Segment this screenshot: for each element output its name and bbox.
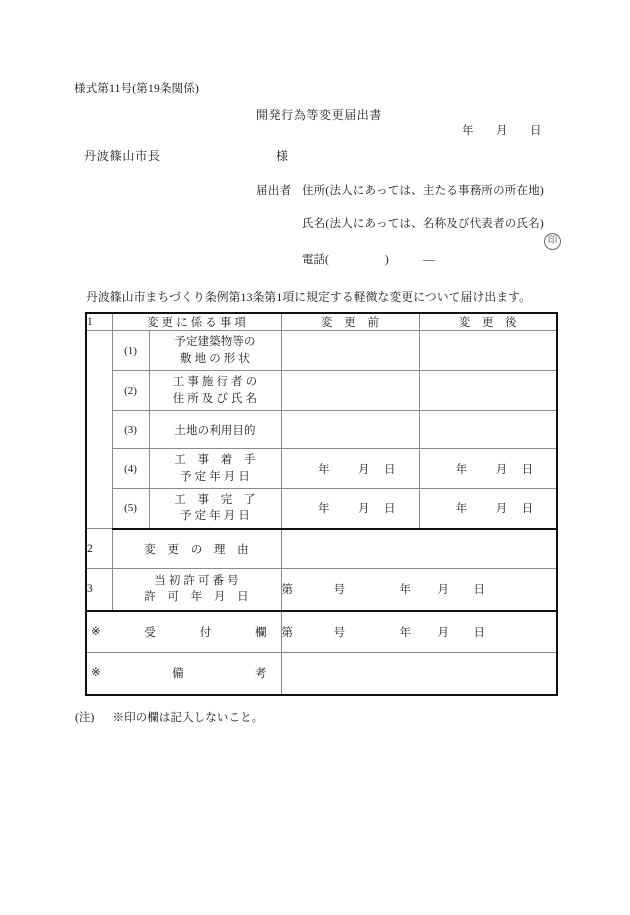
- sub-row-label-2-line2: 住 所 及 び 氏 名: [172, 392, 258, 405]
- telephone-paren-close: ): [384, 254, 389, 266]
- sub-row-number-3: (3): [112, 411, 149, 449]
- submitter-name-line: 氏名(法人にあっては、名称及び代表者の氏名): [302, 218, 544, 230]
- table-row-permit: [86, 569, 557, 611]
- table-row-receipt: [86, 611, 557, 653]
- table-row: [86, 371, 557, 411]
- sub-row-label-1-line2: 敷 地 の 形 状: [180, 352, 250, 365]
- sub-row-2-after-value[interactable]: [419, 371, 557, 411]
- submitter-address-line: 住所(法人にあっては、主たる事務所の所在地): [302, 185, 544, 197]
- sub-row-1-after-value[interactable]: [419, 331, 557, 371]
- remarks-label-b: 考: [254, 668, 267, 681]
- sub-row-5-after-date[interactable]: [419, 489, 557, 529]
- section-number-1: 1: [86, 313, 112, 331]
- document-title: 開発行為等変更届出書: [256, 108, 383, 122]
- remarks-label-a: 備: [172, 668, 184, 681]
- submitter-label: 届出者: [256, 185, 292, 197]
- header-date-line: [462, 122, 542, 138]
- table-row: [86, 411, 557, 449]
- sub-row-4-after-month: 月: [495, 463, 508, 476]
- remarks-mark-icon: ※: [91, 667, 101, 680]
- section-number-2: 2: [86, 529, 112, 569]
- row-receipt-no-suffix: 号: [333, 626, 346, 639]
- table-row: [86, 449, 557, 489]
- sub-row-number-2: (2): [112, 371, 149, 411]
- sub-row-label-3: 土地の利用目的: [149, 411, 281, 449]
- row-permit-month: 月: [437, 584, 450, 597]
- sub-row-label-2-line1: 工 事 施 行 者 の: [172, 375, 258, 388]
- sub-row-number-5: (5): [112, 489, 149, 529]
- row-reason-label: 変 更 の 理 由: [112, 529, 281, 569]
- header-date-month: 月: [496, 125, 508, 137]
- sub-row-4-after-date[interactable]: [419, 449, 557, 489]
- sub-row-label-4-line1: 工 事 着 手: [174, 453, 256, 466]
- row-receipt-label: [86, 611, 281, 653]
- sub-row-5-before-date[interactable]: [281, 489, 419, 529]
- sub-row-number-1: (1): [112, 331, 149, 371]
- row-remarks-label: [86, 653, 281, 695]
- section-1-spacer: [86, 331, 112, 529]
- receipt-mark-icon: ※: [91, 625, 101, 638]
- sub-row-5-before-month: 月: [358, 503, 370, 516]
- row-permit-value[interactable]: [281, 569, 557, 611]
- section-number-3: 3: [86, 569, 112, 611]
- row-permit-label-line2: 許 可 年 月 日: [144, 591, 249, 604]
- sub-row-label-4-line2: 予 定 年 月 日: [180, 470, 250, 483]
- sub-row-label-1-line1: 予定建築物等の: [174, 335, 256, 348]
- row-receipt-no-prefix: 第: [281, 626, 294, 639]
- row-remarks-value[interactable]: [281, 653, 557, 695]
- sub-row-5-after-year: 年: [455, 503, 468, 516]
- change-notification-table: [85, 312, 558, 696]
- row-permit-day: 日: [473, 584, 486, 597]
- sub-row-label-5: [149, 489, 281, 529]
- row-permit-label-line1: 当 初 許 可 番 号: [154, 574, 239, 587]
- row-permit-no-suffix: 号: [333, 584, 346, 597]
- sub-row-label-5-line1: 工 事 完 了: [174, 493, 256, 506]
- sub-row-4-before-day: 日: [384, 463, 396, 476]
- footer-note-marker: (注): [75, 712, 95, 724]
- row-receipt-month: 月: [437, 626, 450, 639]
- sub-row-label-1: [149, 331, 281, 371]
- receipt-label-c: 欄: [254, 626, 267, 639]
- row-permit-no-prefix: 第: [281, 584, 294, 597]
- table-row-reason: [86, 529, 557, 569]
- sub-row-1-before-value[interactable]: [281, 331, 419, 371]
- telephone-label: 電話(: [302, 254, 329, 266]
- header-label-after: 変 更 後: [419, 313, 557, 331]
- sub-row-number-4: (4): [112, 449, 149, 489]
- sub-row-label-2: [149, 371, 281, 411]
- receipt-label-b: 付: [199, 626, 212, 639]
- footer-note-text: ※印の欄は記入しないこと。: [112, 712, 264, 724]
- addressee-honorific: 様: [276, 149, 289, 163]
- telephone-dash: ―: [423, 254, 435, 266]
- sub-row-5-after-month: 月: [495, 503, 508, 516]
- sub-row-5-before-year: 年: [318, 503, 330, 516]
- header-date-day: 日: [530, 125, 542, 137]
- row-receipt-day: 日: [473, 626, 486, 639]
- row-receipt-value[interactable]: [281, 611, 557, 653]
- header-label-before: 変 更 前: [281, 313, 419, 331]
- sub-row-4-before-year: 年: [318, 463, 330, 476]
- row-permit-label: [112, 569, 281, 611]
- header-label-change-items: 変 更 に 係 る 事 項: [112, 313, 281, 331]
- table-row: [86, 331, 557, 371]
- table-header-row: [86, 313, 557, 331]
- sub-row-3-before-value[interactable]: [281, 411, 419, 449]
- sub-row-4-before-month: 月: [358, 463, 370, 476]
- form-number: 様式第11号(第19条関係): [74, 83, 200, 95]
- sub-row-4-after-year: 年: [455, 463, 468, 476]
- seal-icon: 印: [544, 233, 561, 250]
- row-reason-value[interactable]: [281, 529, 557, 569]
- row-receipt-year: 年: [399, 626, 412, 639]
- sub-row-label-5-line2: 予 定 年 月 日: [180, 510, 250, 523]
- sub-row-4-after-day: 日: [521, 463, 534, 476]
- footer-note: [75, 709, 263, 725]
- sub-row-5-after-day: 日: [521, 503, 534, 516]
- sub-row-5-before-day: 日: [384, 503, 396, 516]
- row-permit-year: 年: [399, 584, 412, 597]
- table-row-remarks: [86, 653, 557, 695]
- table-row: [86, 489, 557, 529]
- intro-paragraph: 丹波篠山市まちづくり条例第13条第1項に規定する軽微な変更について届け出ます。: [86, 290, 531, 304]
- addressee: 丹波篠山市長: [84, 149, 161, 163]
- sub-row-3-after-value[interactable]: [419, 411, 557, 449]
- receipt-label-a: 受: [144, 626, 156, 639]
- sub-row-label-4: [149, 449, 281, 489]
- header-date-year: 年: [462, 125, 474, 137]
- sub-row-4-before-date[interactable]: [281, 449, 419, 489]
- sub-row-2-before-value[interactable]: [281, 371, 419, 411]
- submitter-telephone-line: [302, 251, 435, 267]
